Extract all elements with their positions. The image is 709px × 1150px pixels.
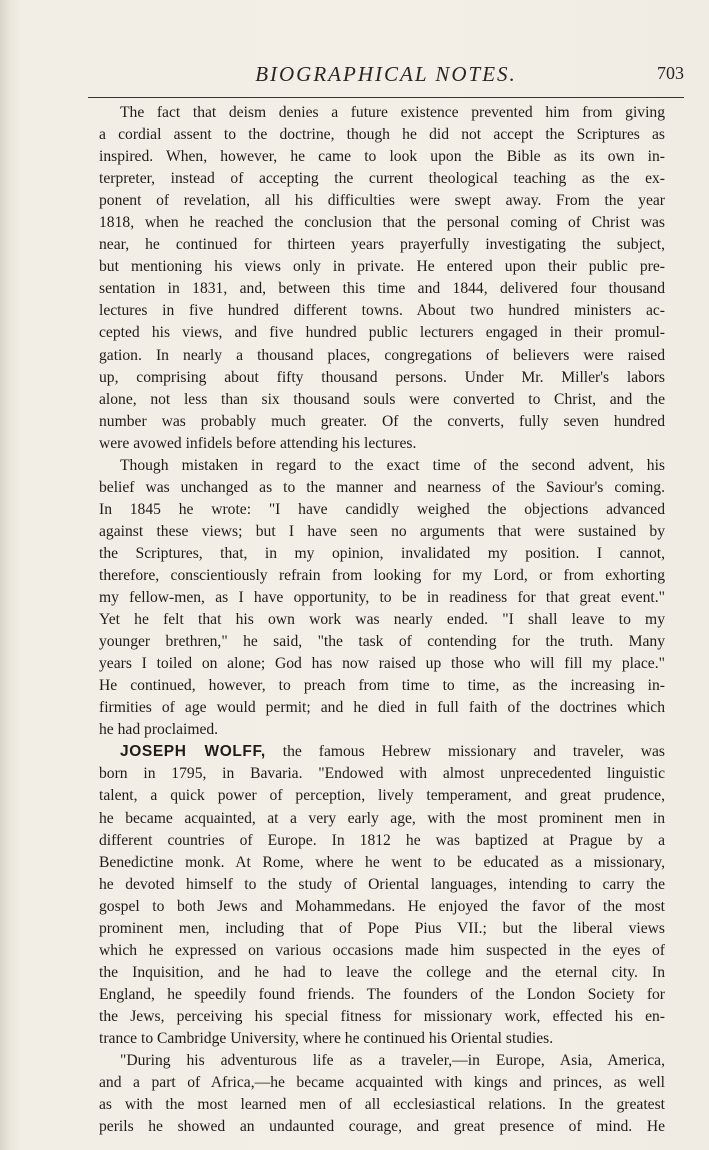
paragraph-line: which he expressed on various occasions made him suspected in the eyes of bbox=[99, 941, 665, 959]
paragraph-line: different countries of Europe. In 1812 he was baptized at Prague by a bbox=[99, 831, 665, 849]
paragraph-line: the Inquisition, and he had to leave the college and the eternal city. In bbox=[99, 963, 665, 981]
paragraph-line: "During his adventurous life as a traveler,—in Europe, Asia, America, bbox=[120, 1052, 665, 1070]
paragraph bbox=[99, 1050, 665, 1138]
body-text bbox=[99, 102, 665, 1138]
paragraph-line: gation. In nearly a thousand places, congregations of believers were raised bbox=[99, 346, 665, 364]
paragraph-line: born in 1795, in Bavaria. "Endowed with almost unprecedented linguistic bbox=[99, 765, 665, 783]
paragraph-line: trance to Cambridge University, where he continued his Oriental studies. bbox=[99, 1029, 554, 1047]
paragraph-line: he had proclaimed. bbox=[99, 721, 219, 739]
paragraph-line: near, he continued for thirteen years prayerfully investigating the subject, bbox=[99, 236, 665, 254]
paragraph-line: ponent of revelation, all his difficulties were swept away. From the year bbox=[99, 192, 665, 210]
paragraph-line bbox=[99, 741, 665, 763]
paragraph-line: firmities of age would permit; and he died in full faith of the doctrines which bbox=[99, 699, 665, 717]
paragraph-line: talent, a quick power of perception, lively temperament, and great prudence, bbox=[99, 787, 665, 805]
paragraph-line: the Scriptures, that, in my opinion, invalidated my position. I cannot, bbox=[99, 544, 665, 562]
page-header bbox=[88, 62, 684, 88]
paragraph-line: Though mistaken in regard to the exact time of the second advent, his bbox=[120, 456, 665, 474]
paragraph-line: a cordial assent to the doctrine, though he did not accept the Scriptures as bbox=[99, 126, 665, 144]
paragraph-line: up, comprising about fifty thousand persons. Under Mr. Miller's labors bbox=[99, 368, 665, 386]
paragraph-line: as with the most learned men of all ecclesiastical relations. In the greatest bbox=[99, 1096, 665, 1114]
first-line-text: the famous Hebrew missionary and traveler, was bbox=[282, 743, 665, 761]
paragraph-line: alone, not less than six thousand souls were converted to Christ, and the bbox=[99, 390, 665, 408]
paragraph-line: prominent men, including that of Pope Pius VII.; but the liberal views bbox=[99, 919, 665, 937]
paragraph-line: England, he speedily found friends. The founders of the London Society for bbox=[99, 985, 665, 1003]
running-title: BIOGRAPHICAL NOTES. bbox=[255, 62, 517, 86]
paragraph-line: inspired. When, however, he came to look upon the Bible as its own in- bbox=[99, 148, 665, 166]
paragraph-wolff bbox=[99, 741, 665, 1050]
paragraph-line: lectures in five hundred different towns. About two hundred ministers ac- bbox=[99, 302, 665, 320]
paragraph bbox=[99, 102, 665, 455]
paragraph-line: He continued, however, to preach from time to time, as the increasing in- bbox=[99, 677, 665, 695]
paragraph bbox=[99, 455, 665, 742]
header-rule bbox=[88, 97, 684, 98]
paragraph-line: sentation in 1831, and, between this time and 1844, delivered four thousand bbox=[99, 280, 665, 298]
paragraph-line: 1818, when he reached the conclusion that the personal coming of Christ was bbox=[99, 214, 665, 232]
paragraph-line: The fact that deism denies a future existence prevented him from giving bbox=[120, 104, 665, 121]
paragraph-line: Benedictine monk. At Rome, where he went to be educated as a missionary, bbox=[99, 853, 665, 871]
paragraph-line: terpreter, instead of accepting the current theological teaching as the ex- bbox=[99, 170, 665, 188]
paragraph-line: he became acquainted, at a very early age, with the most prominent men in bbox=[99, 809, 665, 827]
paragraph-line: In 1845 he wrote: "I have candidly weighed the objections advanced bbox=[99, 500, 665, 518]
person-name: JOSEPH WOLFF, bbox=[120, 743, 266, 761]
paragraph-line: gospel to both Jews and Mohammedans. He enjoyed the favor of the most bbox=[99, 897, 665, 915]
paragraph-line: he devoted himself to the study of Oriental languages, intending to carry the bbox=[99, 875, 665, 893]
paragraph-line: therefore, conscientiously refrain from looking for my Lord, or from exhorting bbox=[99, 566, 665, 584]
paragraph-line: against these views; but I have seen no arguments that were sustained by bbox=[99, 522, 665, 540]
paragraph-line: belief was unchanged as to the manner and nearness of the Saviour's coming. bbox=[99, 478, 665, 496]
paragraph-line: cepted his views, and five hundred public lecturers engaged in their promul- bbox=[99, 324, 665, 342]
paragraph-line: Yet he felt that his own work was nearly ended. "I shall leave to my bbox=[99, 611, 665, 629]
page-number: 703 bbox=[657, 63, 684, 83]
paragraph-line: my fellow-men, as I have opportunity, to be in readiness for that great event." bbox=[99, 589, 665, 607]
paragraph-line: years I toiled on alone; God has now raised up those who will fill my place." bbox=[99, 655, 665, 673]
paragraph-line: number was probably much greater. Of the converts, fully seven hundred bbox=[99, 412, 665, 430]
paragraph-line: perils he showed an undaunted courage, and great presence of mind. He bbox=[99, 1118, 665, 1136]
paragraph-line: younger brethren," he said, "the task of contending for the truth. Many bbox=[99, 633, 665, 651]
paragraph-line: the Jews, perceiving his special fitness for missionary work, effected his en- bbox=[99, 1007, 665, 1025]
paragraph-line: and a part of Africa,—he became acquainted with kings and princes, as well bbox=[99, 1074, 665, 1092]
paragraph-line: but mentioning his views only in private. He entered upon their public pre- bbox=[99, 258, 665, 276]
paragraph-line: were avowed infidels before attending his lectures. bbox=[99, 434, 417, 452]
